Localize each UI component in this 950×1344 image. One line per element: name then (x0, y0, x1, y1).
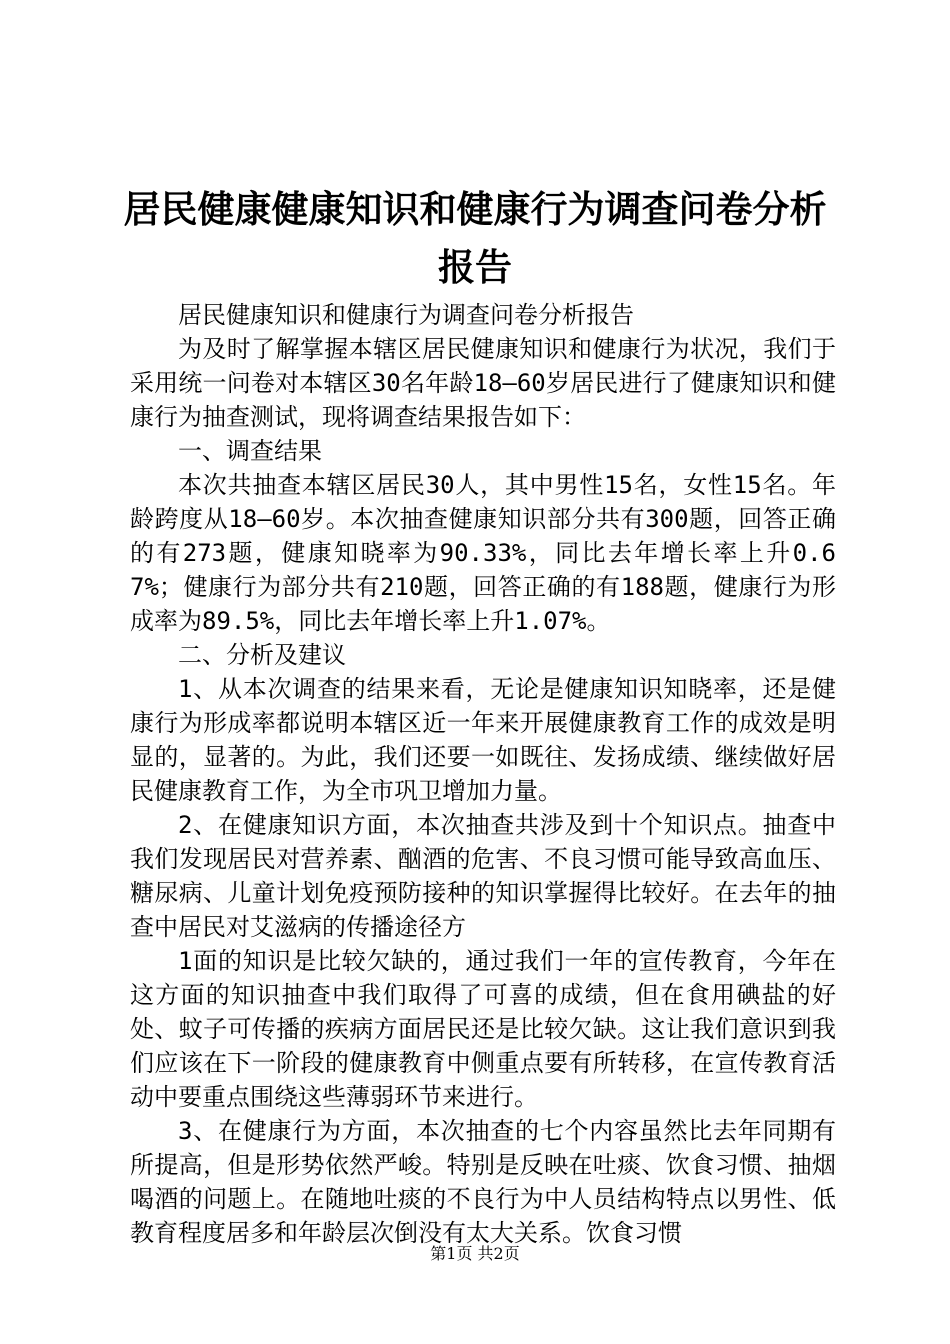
analysis-paragraph-3: 3、在健康行为方面，本次抽查的七个内容虽然比去年同期有所提高，但是形势依然严峻。特别是反映在吐痰、饮食习惯、抽烟喝酒的问题上。在随地吐痰的不良行为中人员结构特点以男性、低教育程度居多和年龄层次倒没有太大关系。饮食习惯 (130, 1117, 836, 1247)
intro-paragraph: 为及时了解掌握本辖区居民健康知识和健康行为状况，我们于采用统一问卷对本辖区30名年龄18—60岁居民进行了健康知识和健康行为抽查测试，现将调查结果报告如下： (130, 335, 836, 431)
section-heading-analysis: 二、分析及建议 (178, 641, 346, 669)
subtitle-paragraph: 居民健康知识和健康行为调查问卷分析报告 (178, 301, 634, 329)
analysis-paragraph-2: 2、在健康知识方面，本次抽查共涉及到十个知识点。抽查中我们发现居民对营养素、酗酒的危害、不良习惯可能导致高血压、糖尿病、儿童计划免疫预防接种的知识掌握得比较好。在去年的抽查中居民对艾滋病的传播途径方 (130, 811, 836, 941)
results-paragraph: 本次共抽查本辖区居民30人，其中男性15名，女性15名。年龄跨度从18—60岁。本次抽查健康知识部分共有300题，回答正确的有273题，健康知晓率为90.33%，同比去年增长率上升0.67%；健康行为部分共有210题，回答正确的有188题，健康行为形成率为89.5%，同比去年增长率上升1.07%。 (130, 471, 836, 635)
page-footer: 第1页 共2页 (430, 1244, 520, 1263)
section-heading-results: 一、调查结果 (178, 437, 322, 465)
analysis-paragraph-1: 1、从本次调查的结果来看，无论是健康知识知晓率，还是健康行为形成率都说明本辖区近一年来开展健康教育工作的成效是明显的，显著的。为此，我们还要一如既往、发扬成绩、继续做好居民健康教育工作，为全市巩卫增加力量。 (130, 675, 836, 805)
analysis-paragraph-2-continued: 1面的知识是比较欠缺的，通过我们一年的宣传教育，今年在这方面的知识抽查中我们取得了可喜的成绩，但在食用碘盐的好处、蚊子可传播的疾病方面居民还是比较欠缺。这让我们意识到我们应该在下一阶段的健康教育中侧重点要有所转移，在宣传教育活动中要重点围绕这些薄弱环节来进行。 (130, 947, 836, 1111)
document-body (130, 298, 836, 1250)
document-title: 居民健康健康知识和健康行为调查问卷分析报告 (123, 187, 827, 289)
